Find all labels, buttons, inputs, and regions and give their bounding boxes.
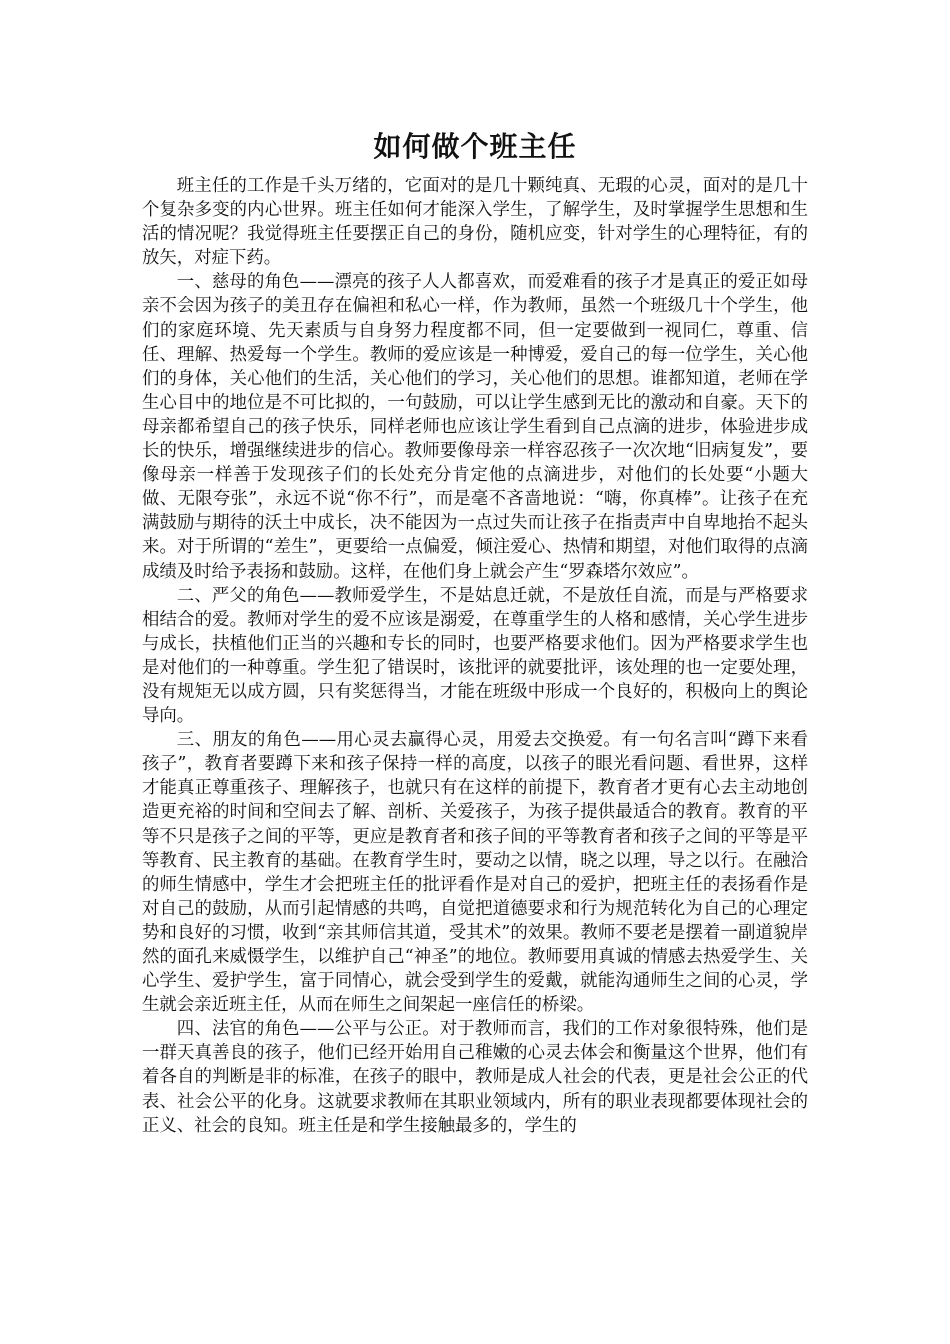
document-page — [142, 128, 808, 1138]
paragraph-judge-role: 四、法官的角色——公平与公正。对于教师而言，我们的工作对象很特殊，他们是一群天真善良的孩子，他们已经开始用自己稚嫩的心灵去体会和衡量这个世界，他们有着各自的判断是非的标准，在孩子的眼中，教师是成人社会的代表，更是社会公正的代表、社会公平的化身。这就要求教师在其职业领域内，所有的职业表现都要体现社会的正义、社会的良知。班主任是和学生接触最多的，学生的 — [142, 1019, 808, 1136]
paragraph-friend-role: 三、朋友的角色——用心灵去赢得心灵，用爱去交换爱。有一句名言叫“蹲下来看孩子”，教育者要蹲下来和孩子保持一样的高度，以孩子的眼光看问题、看世界，这样才能真正尊重孩子、理解孩子，也就只有在这样的前提下，教育者才更有心去主动地创造更充裕的时间和空间去了解、剖析、关爱孩子，为孩子提供最适合的教育。教育的平等不只是孩子之间的平等，更应是教育者和孩子间的平等教育者和孩子之间的平等是平等教育、民主教育的基础。在教育学生时，要动之以情，晓之以理，导之以行。在融洽的师生情感中，学生才会把班主任的批评看作是对自己的爱护，把班主任的表扬看作是对自己的鼓励，从而引起情感的共鸣，自觉把道德要求和行为规范转化为自己的心理定势和良好的习惯，收到“亲其师信其道，受其术”的效果。教师不要老是摆着一副道貌岸然的面孔来威慑学生，以维护自己“神圣”的地位。教师要用真诚的情感去热爱学生、关心学生、爱护学生，富于同情心，就会受到学生的爱戴，就能沟通师生之间的心灵，学生就会亲近班主任，从而在师生之间架起一座信任的桥梁。 — [142, 730, 808, 1016]
paragraph-mother-role: 一、慈母的角色——漂亮的孩子人人都喜欢，而爱难看的孩子才是真正的爱正如母亲不会因为孩子的美丑存在偏袒和私心一样，作为教师，虽然一个班级几十个学生，他们的家庭环境、先天素质与自身努力程度都不同，但一定要做到一视同仁，尊重、信任、理解、热爱每一个学生。教师的爱应该是一种博爱，爱自己的每一位学生，关心他们的身体，关心他们的生活，关心他们的学习，关心他们的思想。谁都知道，老师在学生心目中的地位是不可比拟的，一句鼓励，可以让学生感到无比的激动和自豪。天下的母亲都希望自己的孩子快乐，同样老师也应该让学生看到自己点滴的进步，体验进步成长的快乐，增强继续进步的信心。教师要像母亲一样容忍孩子一次次地“旧病复发”，要像母亲一样善于发现孩子们的长处充分肯定他的点滴进步，对他们的长处要“小题大做、无限夸张”，永远不说“你不行”，而是毫不吝啬地说：“嗨，你真棒”。让孩子在充满鼓励与期待的沃土中成长，决不能因为一点过失而让孩子在指责声中自卑地抬不起头来。对于所谓的“差生”，更要给一点偏爱，倾注爱心、热情和期望，对他们取得的点滴成绩及时给予表扬和鼓励。这样，在他们身上就会产生“罗森塔尔效应”。 — [142, 272, 808, 582]
page-title: 如何做个班主任 — [373, 130, 577, 163]
paragraph-father-role: 二、严父的角色——教师爱学生，不是姑息迁就，不是放任自流，而是与严格要求相结合的爱。教师对学生的爱不应该是溺爱，在尊重学生的人格和感情，关心学生进步与成长，扶植他们正当的兴趣和专长的同时，也要严格要求他们。因为严格要求学生也是对他们的一种尊重。学生犯了错误时，该批评的就要批评，该处理的也一定要处理，没有规矩无以成方圆，只有奖惩得当，才能在班级中形成一个良好的，积极向上的舆论导向。 — [142, 585, 808, 727]
paragraph-intro: 班主任的工作是千头万绪的，它面对的是几十颗纯真、无瑕的心灵，面对的是几十个复杂多变的内心世界。班主任如何才能深入学生，了解学生，及时掌握学生思想和生活的情况呢？我觉得班主任要摆正自己的身份，随机应变，针对学生的心理特征，有的放矢，对症下药。 — [142, 176, 808, 269]
